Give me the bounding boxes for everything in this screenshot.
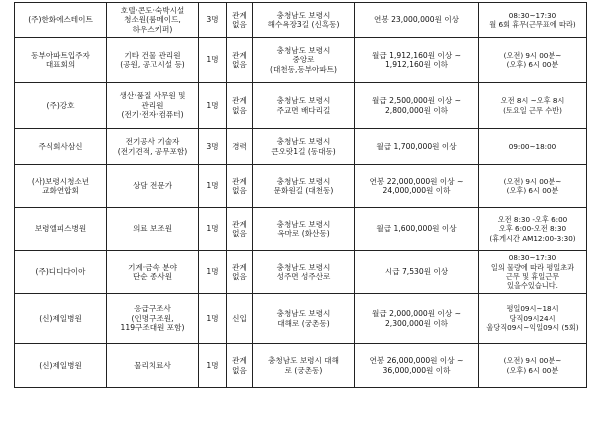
table-row	[15, 208, 587, 251]
work-location-cell: 충청남도 보령시 옥마로 (화산동)	[253, 208, 355, 251]
work-hours-cell: 09:00~18:00	[479, 129, 587, 165]
table-row	[15, 251, 587, 294]
salary-cell: 월급 1,600,000원 이상	[355, 208, 479, 251]
table-body	[15, 3, 587, 388]
table-row	[15, 165, 587, 208]
salary-cell: 연봉 26,000,000원 이상 ~ 36,000,000원 이하	[355, 344, 479, 388]
table-row	[15, 83, 587, 129]
work-hours-cell: 08:30~17:30 월 6회 휴무(근무표에 따라)	[479, 3, 587, 38]
experience-cell: 관계 없음	[227, 208, 253, 251]
table-row	[15, 129, 587, 165]
work-hours-cell: (오전) 9시 00분~ (오후) 6시 00분	[479, 165, 587, 208]
job-title-cell: 생산·품질 사무원 및 관리원 (전기·전자·컴퓨터)	[107, 83, 199, 129]
hiring-count-cell: 1명	[199, 294, 227, 344]
hiring-count-cell: 1명	[199, 38, 227, 83]
job-title-cell: 물리치료사	[107, 344, 199, 388]
job-listing-sheet	[14, 2, 586, 388]
work-location-cell: 충청남도 보령시 큰오랏1길 (동대동)	[253, 129, 355, 165]
table-row	[15, 3, 587, 38]
table-row	[15, 344, 587, 388]
work-location-cell: 충청남도 보령시 주교면 배다리길	[253, 83, 355, 129]
work-location-cell: 충청남도 보령시 문화원길 (대천동)	[253, 165, 355, 208]
company-name-cell: 보령엘피스병원	[15, 208, 107, 251]
salary-cell: 시급 7,530원 이상	[355, 251, 479, 294]
hiring-count-cell: 1명	[199, 208, 227, 251]
experience-cell: 관계 없음	[227, 165, 253, 208]
table-row	[15, 38, 587, 83]
hiring-count-cell: 1명	[199, 83, 227, 129]
hiring-count-cell: 1명	[199, 344, 227, 388]
job-title-cell: 응급구조사 (인명구조원, 119구조대원 포함)	[107, 294, 199, 344]
company-name-cell: (사)보령시청소년 교화연합회	[15, 165, 107, 208]
job-title-cell: 전기공사 기술자 (전기견적, 공무포함)	[107, 129, 199, 165]
experience-cell: 관계 없음	[227, 251, 253, 294]
work-location-cell: 충청남도 보령시 중앙로 (대천동,동부아파트)	[253, 38, 355, 83]
experience-cell: 관계 없음	[227, 83, 253, 129]
work-location-cell: 충청남도 보령시 대해 로 (궁촌동)	[253, 344, 355, 388]
salary-cell: 연봉 22,000,000원 이상 ~ 24,000,000원 이하	[355, 165, 479, 208]
work-hours-cell: (오전) 9시 00분~ (오후) 6시 00분	[479, 344, 587, 388]
company-name-cell: 동부아파트입주자 대표회의	[15, 38, 107, 83]
job-title-cell: 상담 전문가	[107, 165, 199, 208]
experience-cell: 관계 없음	[227, 38, 253, 83]
hiring-count-cell: 1명	[199, 165, 227, 208]
salary-cell: 월급 2,500,000원 이상 ~ 2,800,000원 이하	[355, 83, 479, 129]
work-hours-cell: 평일09시~18시 당직09시24시 울당직09시~익일09시 (5회)	[479, 294, 587, 344]
table-row	[15, 294, 587, 344]
job-title-cell: 기타 건물 관리원 (공원, 공고시설 등)	[107, 38, 199, 83]
hiring-count-cell: 3명	[199, 3, 227, 38]
job-title-cell: 기계·금속 분야 단순 종사원	[107, 251, 199, 294]
work-hours-cell: (오전) 9시 00분~ (오후) 6시 00분	[479, 38, 587, 83]
work-hours-cell: 08:30~17:30 일의 물량에 따라 평일초과 근무 및 휴일근무 있을수있습니다.	[479, 251, 587, 294]
company-name-cell: (주)강호	[15, 83, 107, 129]
company-name-cell: (신)제일병원	[15, 344, 107, 388]
salary-cell: 연봉 23,000,000원 이상	[355, 3, 479, 38]
job-title-cell: 의료 보조원	[107, 208, 199, 251]
salary-cell: 월급 1,912,160원 이상 ~ 1,912,160원 이하	[355, 38, 479, 83]
work-hours-cell: 오전 8:30 -오후 6:00 오후 6:00-오전 8:30 (휴게시간 AM12:00-3:30)	[479, 208, 587, 251]
work-location-cell: 충청남도 보령시 대해로 (궁촌동)	[253, 294, 355, 344]
salary-cell: 월급 2,000,000원 이상 ~ 2,300,000원 이하	[355, 294, 479, 344]
work-hours-cell: 오전 8시 ~오후 8시 (토요일 근무 수반)	[479, 83, 587, 129]
salary-cell: 월급 1,700,000원 이상	[355, 129, 479, 165]
work-location-cell: 충청남도 보령시 성주면 성주산로	[253, 251, 355, 294]
experience-cell: 관계 없음	[227, 344, 253, 388]
hiring-count-cell: 1명	[199, 251, 227, 294]
company-name-cell: (주)한화에스테이트	[15, 3, 107, 38]
company-name-cell: (신)제일병원	[15, 294, 107, 344]
company-name-cell: (주)디디다이아	[15, 251, 107, 294]
job-title-cell: 호텔·콘도·숙박시설 청소원(룸메이드, 하우스키퍼)	[107, 3, 199, 38]
experience-cell: 신입	[227, 294, 253, 344]
job-listing-table	[14, 2, 587, 388]
work-location-cell: 충청남도 보령시 해수욕장3길 (신흑동)	[253, 3, 355, 38]
company-name-cell: 주식회사삼신	[15, 129, 107, 165]
hiring-count-cell: 3명	[199, 129, 227, 165]
experience-cell: 관계 없음	[227, 3, 253, 38]
experience-cell: 경력	[227, 129, 253, 165]
